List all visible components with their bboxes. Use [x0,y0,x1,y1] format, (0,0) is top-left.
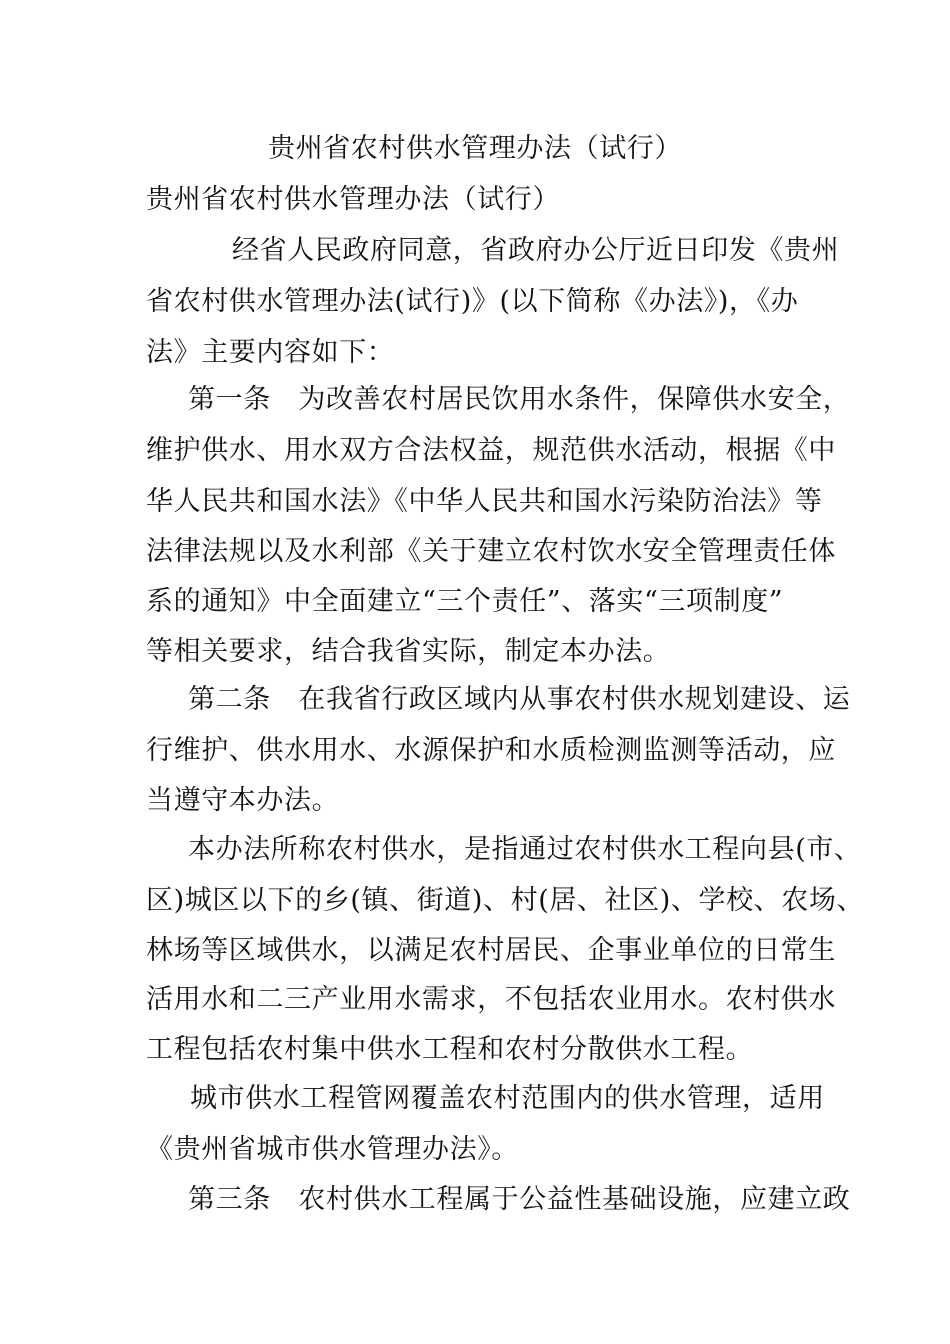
paragraph-line: 经省人民政府同意，省政府办公厅近日印发《贵州 [232,235,840,266]
paragraph-line: 活用水和二三产业用水需求，不包括农业用水。农村供水 [146,984,836,1015]
paragraph-line: 《贵州省城市供水管理办法》。 [146,1134,519,1165]
document-title: 贵州省农村供水管理办法（试行） [268,133,682,164]
paragraph-line: 省农村供水管理办法(试行)》(以下简称《办法》)，《办 [146,286,799,317]
paragraph-line: 城市供水工程管网覆盖农村范围内的供水管理，适用 [190,1083,825,1114]
paragraph-line: 当遵守本办法。 [146,785,340,816]
paragraph-line: 行维护、供水用水、水源保护和水质检测监测等活动，应 [146,735,836,766]
document-subtitle: 贵州省农村供水管理办法（试行） [146,184,560,215]
paragraph-line: 工程包括农村集中供水工程和农村分散供水工程。 [146,1034,754,1065]
paragraph-line: 林场等区域供水，以满足农村居民、企事业单位的日常生 [146,935,836,966]
paragraph-line: 法律法规以及水利部《关于建立农村饮水安全管理责任体 [146,536,836,567]
paragraph-line: 第一条 为改善农村居民饮用水条件，保障供水安全， [188,384,851,415]
paragraph-line: 华人民共和国水法》《中华人民共和国水污染防治法》等 [146,486,823,517]
paragraph-line: 维护供水、用水双方合法权益，规范供水活动，根据《中 [146,435,836,466]
paragraph-line: 第三条 农村供水工程属于公益性基础设施，应建立政 [188,1184,851,1215]
paragraph-line: 法》主要内容如下： [146,337,395,368]
paragraph-line: 区)城区以下的乡(镇、街道)、村(居、社区)、学校、农场、 [146,885,865,916]
paragraph-line: 本办法所称农村供水，是指通过农村供水工程向县(市、 [188,834,862,865]
paragraph-line: 系的通知》中全面建立“三个责任”、落实“三项制度” [146,586,784,617]
paragraph-line: 等相关要求，结合我省实际，制定本办法。 [146,636,671,667]
paragraph-line: 第二条 在我省行政区域内从事农村供水规划建设、运 [188,684,851,715]
